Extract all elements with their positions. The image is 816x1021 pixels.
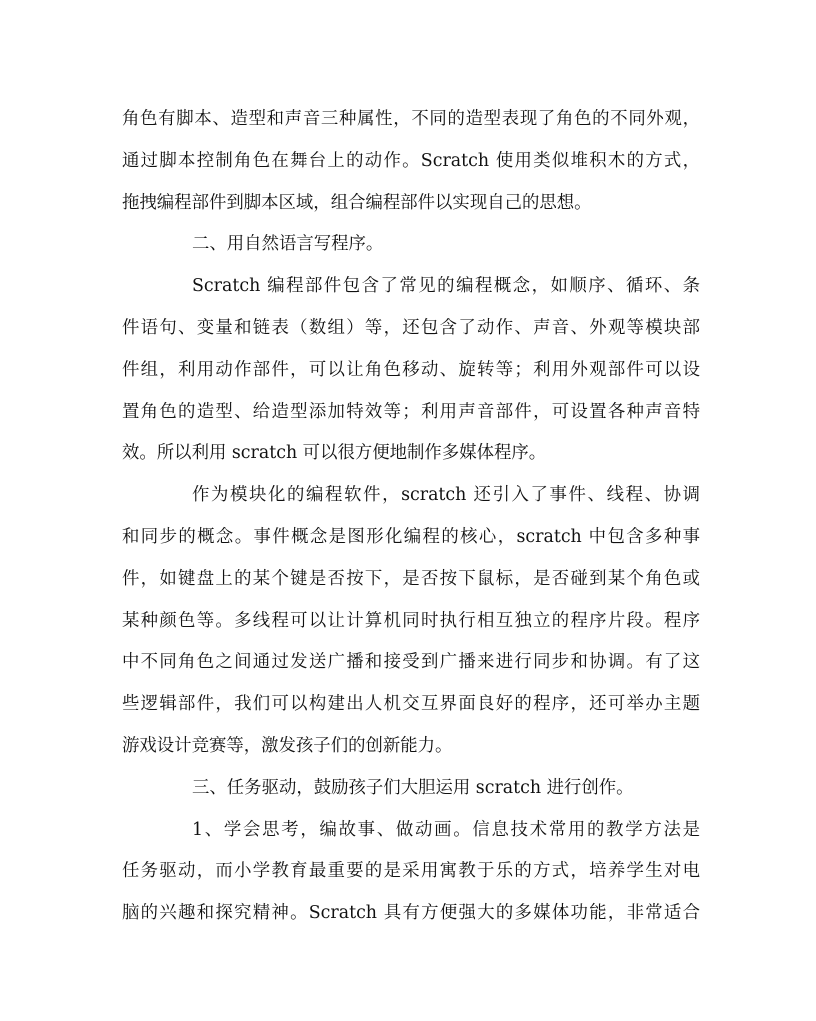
- text-line: 件，如键盘上的某个键是否按下，是否按下鼠标，是否碰到某个角色或: [122, 568, 700, 589]
- text-line: 角色有脚本、造型和声音三种属性，不同的造型表现了角色的不同外观，: [122, 109, 700, 129]
- text-line: 某种颜色等。多线程可以让计算机同时执行相互独立的程序片段。程序: [122, 610, 700, 631]
- text-line: 拖拽编程部件到脚本区域，组合编程部件以实现自己的思想。: [122, 192, 592, 213]
- text-line: 和同步的概念。事件概念是图形化编程的核心，scratch 中包含多种事: [122, 526, 700, 547]
- text-line: 脑的兴趣和探究精神。Scratch 具有方便强大的多媒体功能，非常适合: [122, 903, 700, 924]
- text-line: 中不同角色之间通过发送广播和接受到广播来进行同步和协调。有了这: [122, 652, 700, 673]
- text-line: 通过脚本控制角色在舞台上的动作。Scratch 使用类似堆积木的方式，: [122, 150, 700, 171]
- document-body: [122, 99, 700, 935]
- text-line: 任务驱动，而小学教育最重要的是采用寓教于乐的方式，培养学生对电: [122, 861, 700, 882]
- text-line: 置角色的造型、给造型添加特效等；利用声音部件，可设置各种声音特: [122, 401, 700, 422]
- text-line: 游戏设计竞赛等，激发孩子们的创新能力。: [122, 735, 453, 756]
- text-line: 二、用自然语言写程序。: [192, 234, 384, 255]
- text-line: 件组，利用动作部件，可以让角色移动、旋转等；利用外观部件可以设: [122, 359, 700, 380]
- text-line: 件语句、变量和链表（数组）等，还包含了动作、声音、外观等模块部: [122, 317, 700, 338]
- text-line: 些逻辑部件，我们可以构建出人机交互界面良好的程序，还可举办主题: [122, 694, 700, 715]
- text-line: 1、学会思考，编故事、做动画。信息技术常用的教学方法是: [192, 819, 700, 840]
- text-line: 三、任务驱动，鼓励孩子们大胆运用 scratch 进行创作。: [192, 777, 634, 798]
- text-line: 作为模块化的编程软件，scratch 还引入了事件、线程、协调: [192, 485, 700, 506]
- text-line: Scratch 编程部件包含了常见的编程概念，如顺序、循环、条: [192, 276, 700, 297]
- text-line: 效。所以利用 scratch 可以很方便地制作多媒体程序。: [122, 443, 547, 464]
